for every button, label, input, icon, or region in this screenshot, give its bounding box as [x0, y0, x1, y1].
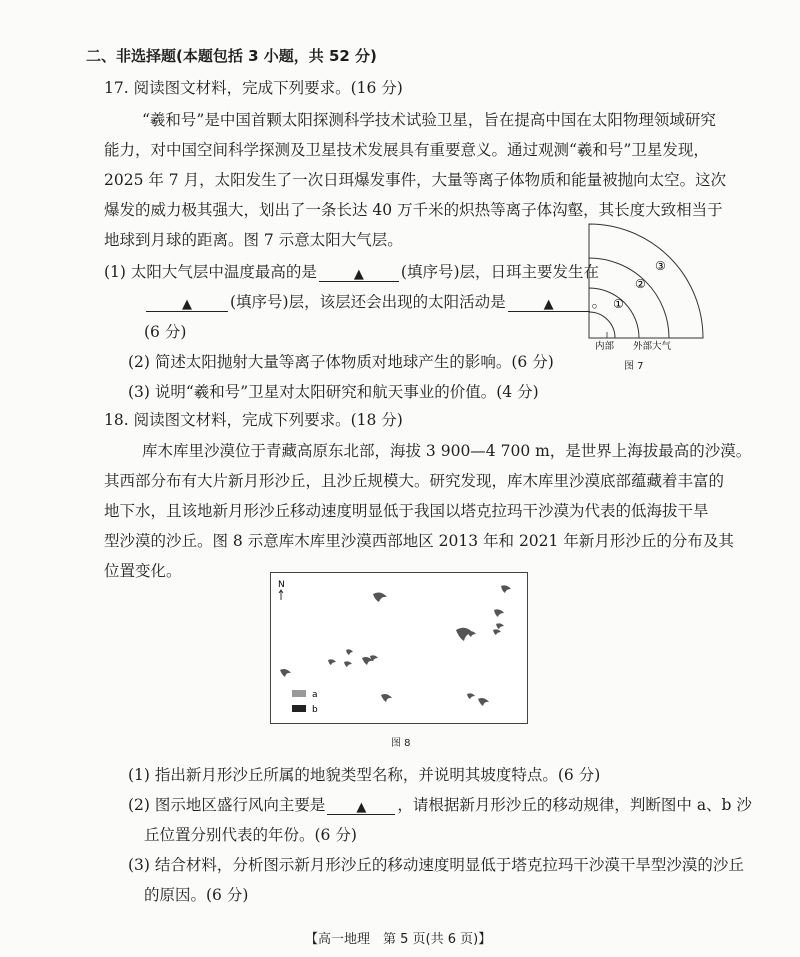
layer-2-label: ② — [635, 277, 646, 291]
q17-sub1-line-2 — [144, 292, 607, 312]
q17-title: 17. 阅读图文材料，完成下列要求。(16 分) — [104, 79, 403, 97]
answer-blank-3[interactable] — [508, 293, 590, 312]
inner-label: 内部 — [595, 341, 615, 352]
q18-sub2-text-a: (2) 图示地区盛行风向主要是 — [128, 796, 326, 814]
q18-sub3-line-1: (3) 结合材料，分析图示新月形沙丘的移动速度明显低于塔克拉玛干沙漠干旱型沙漠的沙丘 — [128, 856, 744, 874]
q17-material-line-1: “羲和号”是中国首颗太阳探测科学技术试验卫星，旨在提高中国在太阳物理领域研究 — [142, 111, 716, 129]
q18-material-line-5: 位置变化。 — [104, 562, 182, 580]
layer-3-arc — [589, 224, 703, 338]
q17-sub2: (2) 简述太阳抛射大量等离子体物质对地球产生的影响。(6 分) — [128, 353, 554, 371]
q18-sub2-line-1 — [128, 795, 752, 815]
q17-sub1-text-c: (填序号)层，该层还会出现的太阳活动是 — [230, 293, 506, 311]
legend-a-swatch — [292, 690, 306, 697]
q18-material-line-1: 库木库里沙漠位于青藏高原东北部，海拔 3 900—4 700 m，是世界上海拔最高的沙漠。 — [142, 442, 752, 460]
layer-3-label: ③ — [655, 259, 666, 273]
q17-sub3: (3) 说明“羲和号”卫星对太阳研究和航天事业的价值。(4 分) — [128, 383, 539, 401]
legend-b-label: b — [312, 705, 318, 715]
q17-material-line-5: 地球到月球的距离。图 7 示意太阳大气层。 — [104, 231, 403, 249]
q18-material-line-3: 地下水，且该地新月形沙丘移动速度明显低于我国以塔克拉玛干沙漠为代表的低海拔干旱 — [104, 502, 709, 520]
q18-sub2-line-2: 丘位置分别代表的年份。(6 分) — [144, 826, 357, 844]
figure-8-caption: 图 8 — [391, 738, 411, 749]
solar-atmosphere-figure — [585, 220, 705, 360]
north-label: N — [278, 580, 285, 590]
q17-material-line-4: 爆发的威力极其强大，划出了一条长达 40 万千米的炽热等离子体沟壑，其长度大致相当于 — [104, 201, 723, 219]
q17-sub1-text-a: (1) 太阳大气层中温度最高的是 — [104, 263, 317, 281]
answer-blank-2[interactable] — [146, 293, 228, 312]
q18-title: 18. 阅读图文材料，完成下列要求。(18 分) — [104, 411, 403, 429]
core-arc — [589, 312, 615, 338]
q18-sub1: (1) 指出新月形沙丘所属的地貌类型名称，并说明其坡度特点。(6 分) — [128, 766, 601, 784]
legend-b-swatch — [292, 705, 306, 712]
section-heading: 二、非选择题(本题包括 3 小题，共 52 分) — [86, 47, 377, 65]
dune-map-figure — [270, 572, 528, 724]
answer-blank-1[interactable] — [319, 263, 399, 282]
q17-sub1-line-1 — [104, 262, 599, 282]
triangle-marker: ▲ — [356, 800, 367, 815]
q17-sub1-text-d: 。 — [591, 293, 608, 311]
layer-1-label: ① — [613, 297, 624, 311]
q18-material-line-4: 型沙漠的沙丘。图 8 示意库木库里沙漠西部地区 2013 年和 2021 年新月形沙丘的分布及其 — [104, 532, 734, 550]
q17-sub1-score: (6 分) — [144, 323, 187, 341]
page-footer: 【高一地理 第 5 页(共 6 页)】 — [305, 932, 492, 947]
legend-a-label: a — [312, 690, 318, 700]
q17-sub1-text-b: (填序号)层，日珥主要发生在 — [400, 263, 599, 281]
figure-7-caption: 图 7 — [624, 361, 644, 372]
answer-blank-4[interactable] — [327, 796, 395, 815]
q17-material-line-3: 2025 年 7 月，太阳发生了一次日珥爆发事件，大量等离子体物质和能量被抛向太空。这次 — [104, 171, 727, 189]
outer-atmosphere-label: 外部大气 — [633, 341, 672, 352]
triangle-marker: ▲ — [353, 267, 364, 282]
q18-sub3-line-2: 的原因。(6 分) — [144, 886, 249, 904]
q17-material-line-2: 能力，对中国空间科学探测及卫星技术发展具有重要意义。通过观测“羲和号”卫星发现， — [104, 141, 709, 159]
triangle-marker: ▲ — [543, 297, 554, 312]
q18-material-line-2: 其西部分布有大片新月形沙丘，且沙丘规模大。研究发现，库木库里沙漠底部蕴藏着丰富的 — [104, 472, 725, 490]
triangle-marker: ▲ — [182, 297, 192, 312]
q18-sub2-text-b: ，请根据新月形沙丘的移动规律，判断图中 a、b 沙 — [397, 796, 752, 814]
